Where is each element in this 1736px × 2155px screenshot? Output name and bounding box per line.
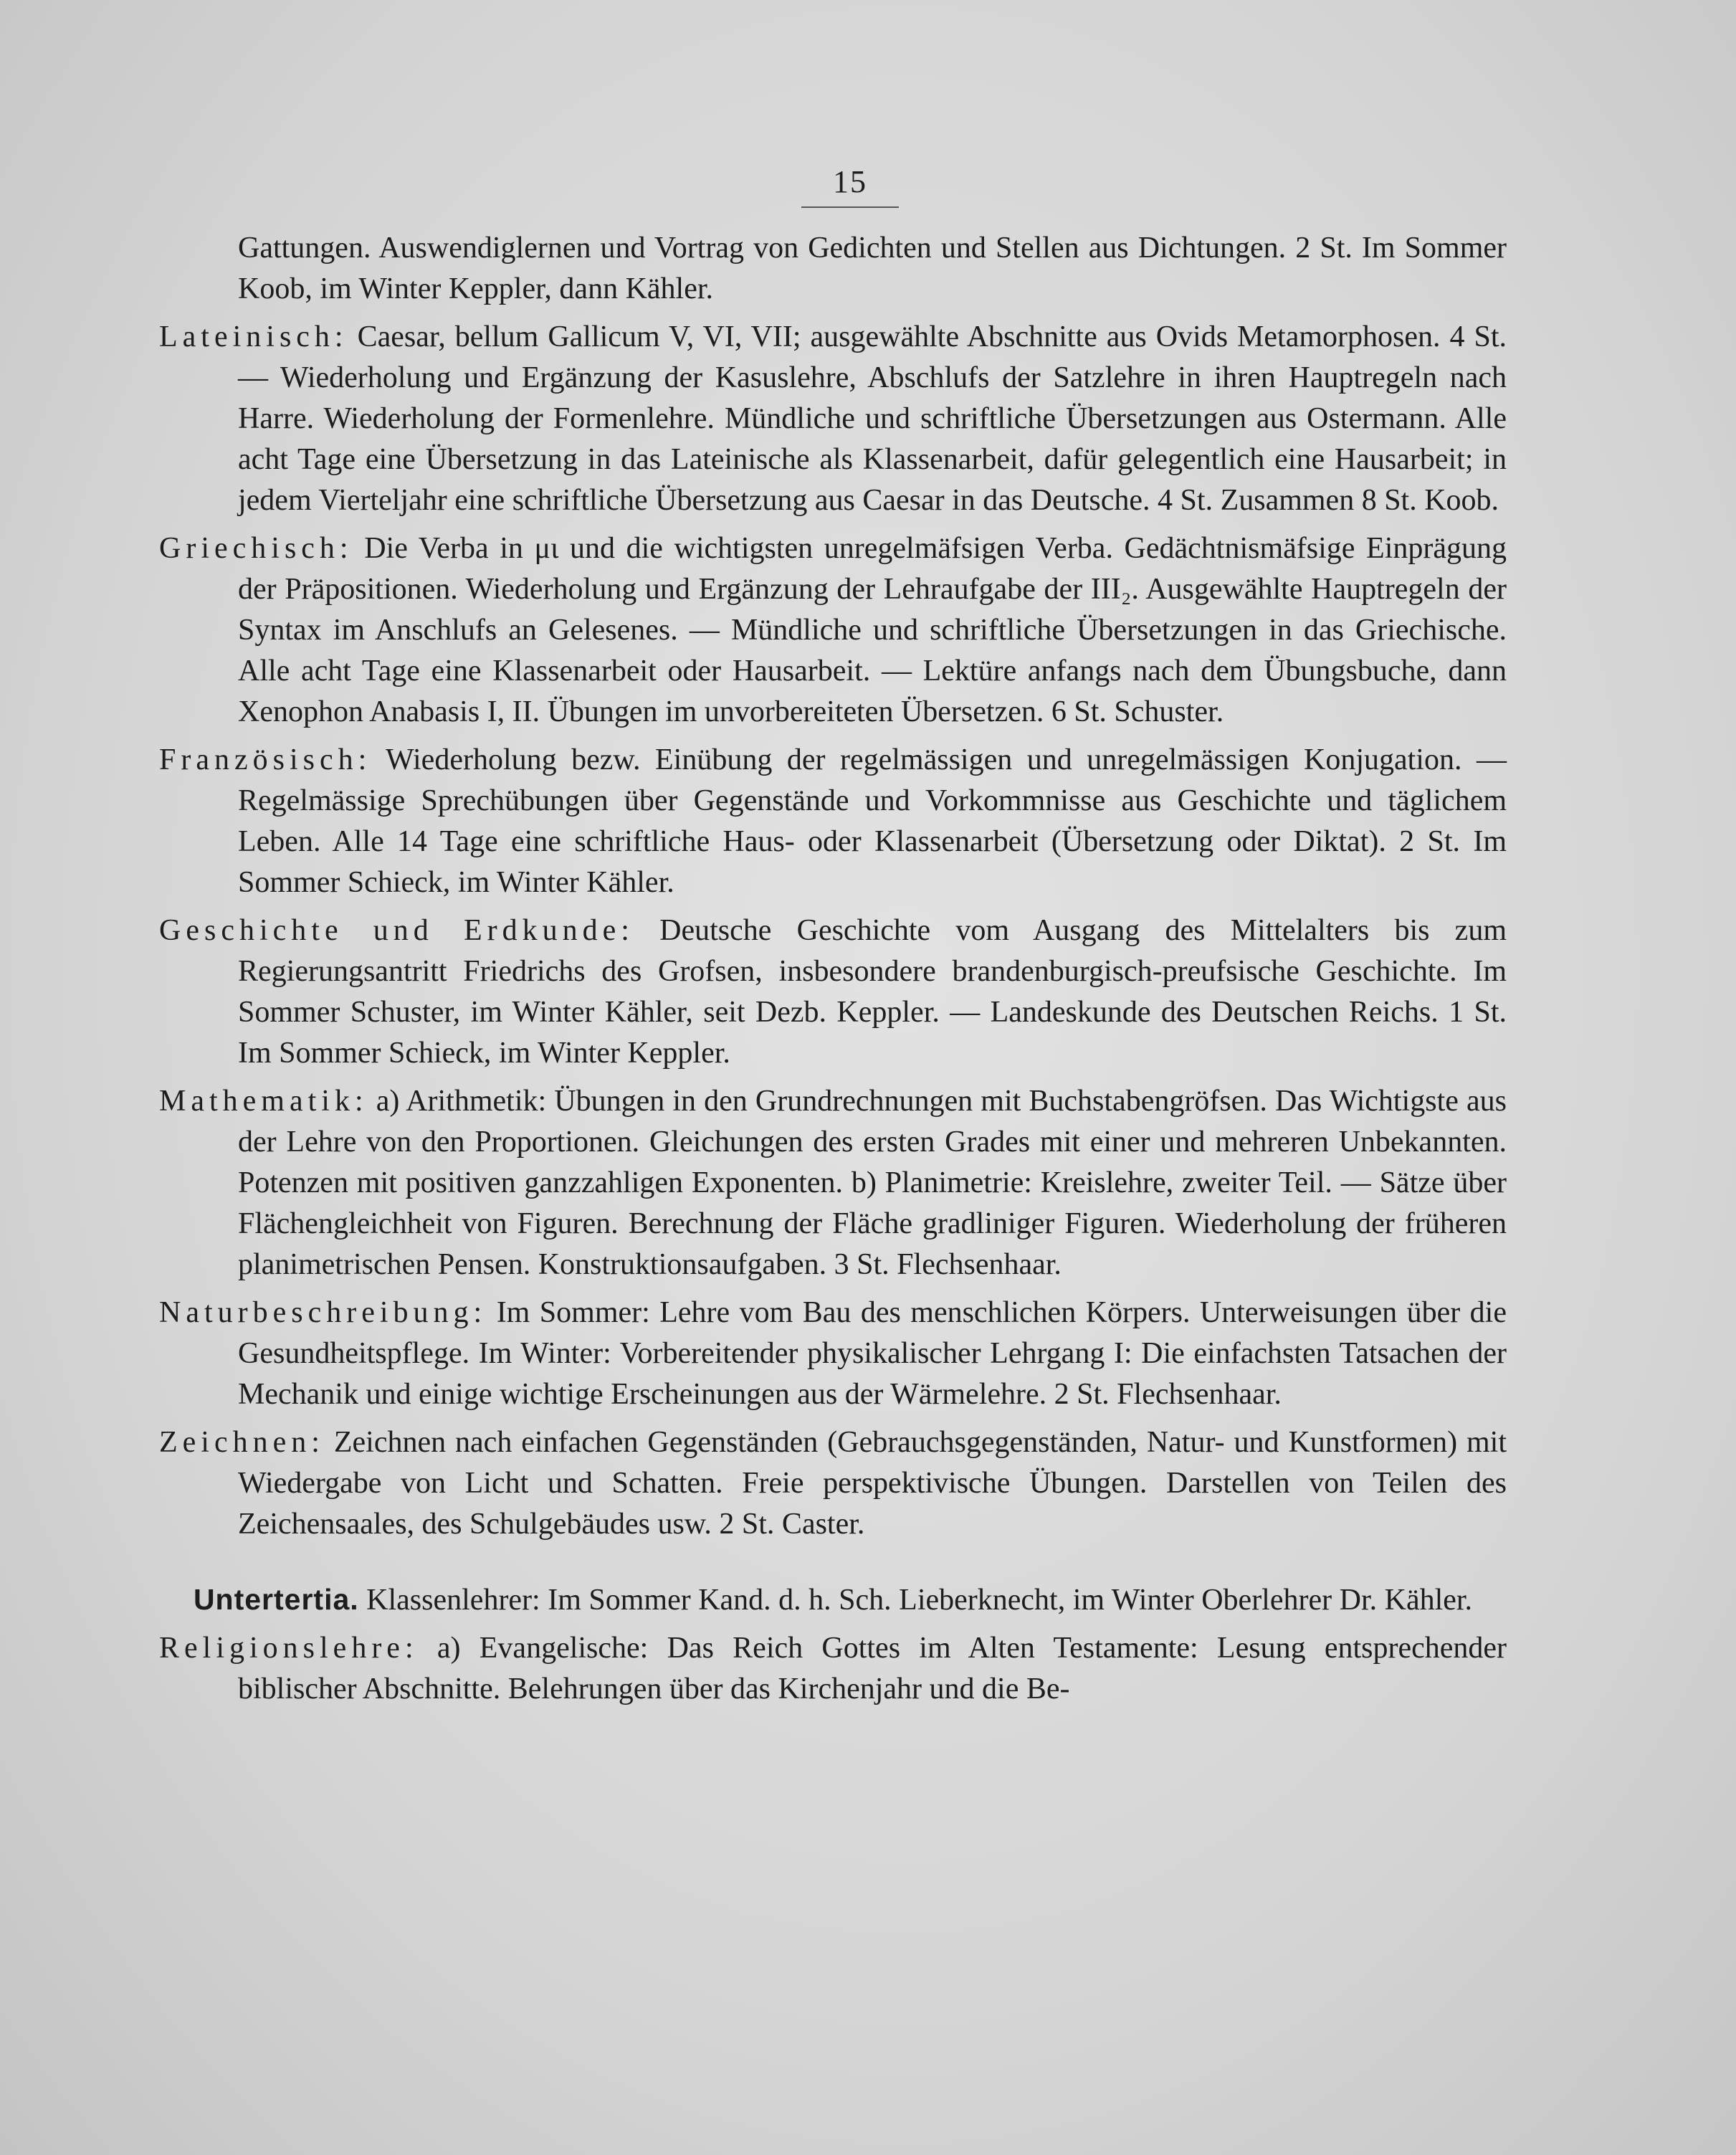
subject-heading-naturbeschreibung: Naturbeschreibung: xyxy=(159,1296,487,1329)
paragraph-geschichte xyxy=(159,910,1507,1074)
paragraph-religionslehre xyxy=(159,1628,1507,1710)
paragraph-griechisch xyxy=(159,528,1507,733)
paragraph-text: Im Sommer: Lehre vom Bau des menschlichen Körpers. Unterweisungen über die Gesundheitspflege. Im Winter: Vorbereitender physikalischer Lehrgang I: Die einfachsten Tatsachen der Mechanik und einige wichtige Erscheinungen aus der Wärmelehre. 2 St. Flechsenhaar. xyxy=(238,1296,1507,1411)
subject-heading-griechisch: Griechisch: xyxy=(159,532,353,565)
page-number: 15 xyxy=(833,164,867,199)
subject-heading-mathematik: Mathematik: xyxy=(159,1085,368,1118)
paragraph-text: a) Evangelische: Das Reich Gottes im Alten Testamente: Lesung entsprechender biblischer Abschnitte. Belehrungen über das Kirchenjahr und die Be- xyxy=(238,1632,1507,1706)
paragraph-text: Deutsche Geschichte vom Ausgang des Mittelalters bis zum Regierungsantritt Friedrichs des Grofsen, insbesondere brandenburgisch-preufsische Geschichte. Im Sommer Schuster, im Winter Kähler, seit Dezb. Keppler. — Landeskunde des Deutschen Reichs. 1 St. Im Sommer Schieck, im Winter Keppler. xyxy=(238,914,1507,1070)
section-class-teacher: Klassenlehrer: Im Sommer Kand. d. h. Sch. Lieberknecht, im Winter Oberlehrer Dr. Kähler. xyxy=(366,1584,1473,1617)
subject-heading-lateinisch: Lateinisch: xyxy=(159,320,348,353)
subject-heading-franzoesisch: Französisch: xyxy=(159,743,372,776)
paragraph-text: Wiederholung bezw. Einübung der regelmässigen und unregelmässigen Konjugation. — Regelmässige Sprechübungen über Gegenstände und Vorkommnisse aus Geschichte und täglichem Leben. Alle 14 Tage eine schriftliche Haus- oder Klassenarbeit (Übersetzung oder Diktat). 2 St. Im Sommer Schieck, im Winter Kähler. xyxy=(238,743,1507,899)
paragraph-franzoesisch xyxy=(159,740,1507,903)
section-header-untertertia xyxy=(159,1579,1507,1621)
page-number-rule xyxy=(801,206,899,208)
subject-heading-religionslehre: Religionslehre: xyxy=(159,1632,419,1665)
paragraph-text: Die Verba in μι und die wichtigsten unregelmäfsigen Verba. Gedächtnismäfsige Einprägung der Präpositionen. Wiederholung und Ergänzung der Lehraufgabe der III₂. Ausgewählte Hauptregeln der Syntax im Anschlufs an Gelesenes. — Mündliche und schriftliche Übersetzungen in das Griechische. Alle acht Tage eine Klassenarbeit oder Hausarbeit. — Lektüre anfangs nach dem Übungsbuche, dann Xenophon Anabasis I, II. Übungen im unvorbereiteten Übersetzen. 6 St. Schuster. xyxy=(238,532,1507,728)
paragraph-lateinisch xyxy=(159,317,1507,521)
paragraph-text: a) Arithmetik: Übungen in den Grundrechnungen mit Buchstabengröfsen. Das Wichtigste aus der Lehre von den Proportionen. Gleichungen des ersten Grades mit einer und mehreren Unbekannten. Potenzen mit positiven ganzzahligen Exponenten. b) Planimetrie: Kreislehre, zweiter Teil. — Sätze über Flächengleichheit von Figuren. Berechnung der Fläche gradliniger Figuren. Wiederholung der früheren planimetrischen Pensen. Konstruktionsaufgaben. 3 St. Flechsenhaar. xyxy=(238,1085,1507,1281)
page-body xyxy=(159,228,1507,1717)
paragraph-deutsch-continuation xyxy=(159,228,1507,310)
paragraph-text: Zeichnen nach einfachen Gegenständen (Gebrauchsgegenständen, Natur- und Kunstformen) mit Wiedergabe von Licht und Schatten. Freie perspektivische Übungen. Darstellen von Teilen des Zeichensaales, des Schulgebäudes usw. 2 St. Caster. xyxy=(238,1426,1507,1541)
paragraph-text: Caesar, bellum Gallicum V, VI, VII; ausgewählte Abschnitte aus Ovids Metamorphosen. 4 St. — Wiederholung und Ergänzung der Kasuslehre, Abschlufs der Satzlehre in ihren Hauptregeln nach Harre. Wiederholung der Formenlehre. Mündliche und schriftliche Übersetzungen aus Ostermann. Alle acht Tage eine Übersetzung in das Lateinische als Klassenarbeit, dafür gelegentlich eine Hausarbeit; in jedem Vierteljahr eine schriftliche Übersetzung aus Caesar in das Deutsche. 4 St. Zusammen 8 St. Koob. xyxy=(238,320,1507,517)
paragraph-naturbeschreibung xyxy=(159,1293,1507,1415)
section-title: Untertertia. xyxy=(193,1583,359,1616)
paragraph-text: Gattungen. Auswendiglernen und Vortrag von Gedichten und Stellen aus Dichtungen. 2 St. Im Sommer Koob, im Winter Keppler, dann Kähler. xyxy=(238,232,1507,305)
paragraph-mathematik xyxy=(159,1081,1507,1285)
subject-heading-zeichnen: Zeichnen: xyxy=(159,1426,325,1459)
paragraph-zeichnen xyxy=(159,1422,1507,1545)
subject-heading-geschichte: Geschichte und Erdkunde: xyxy=(159,914,634,947)
